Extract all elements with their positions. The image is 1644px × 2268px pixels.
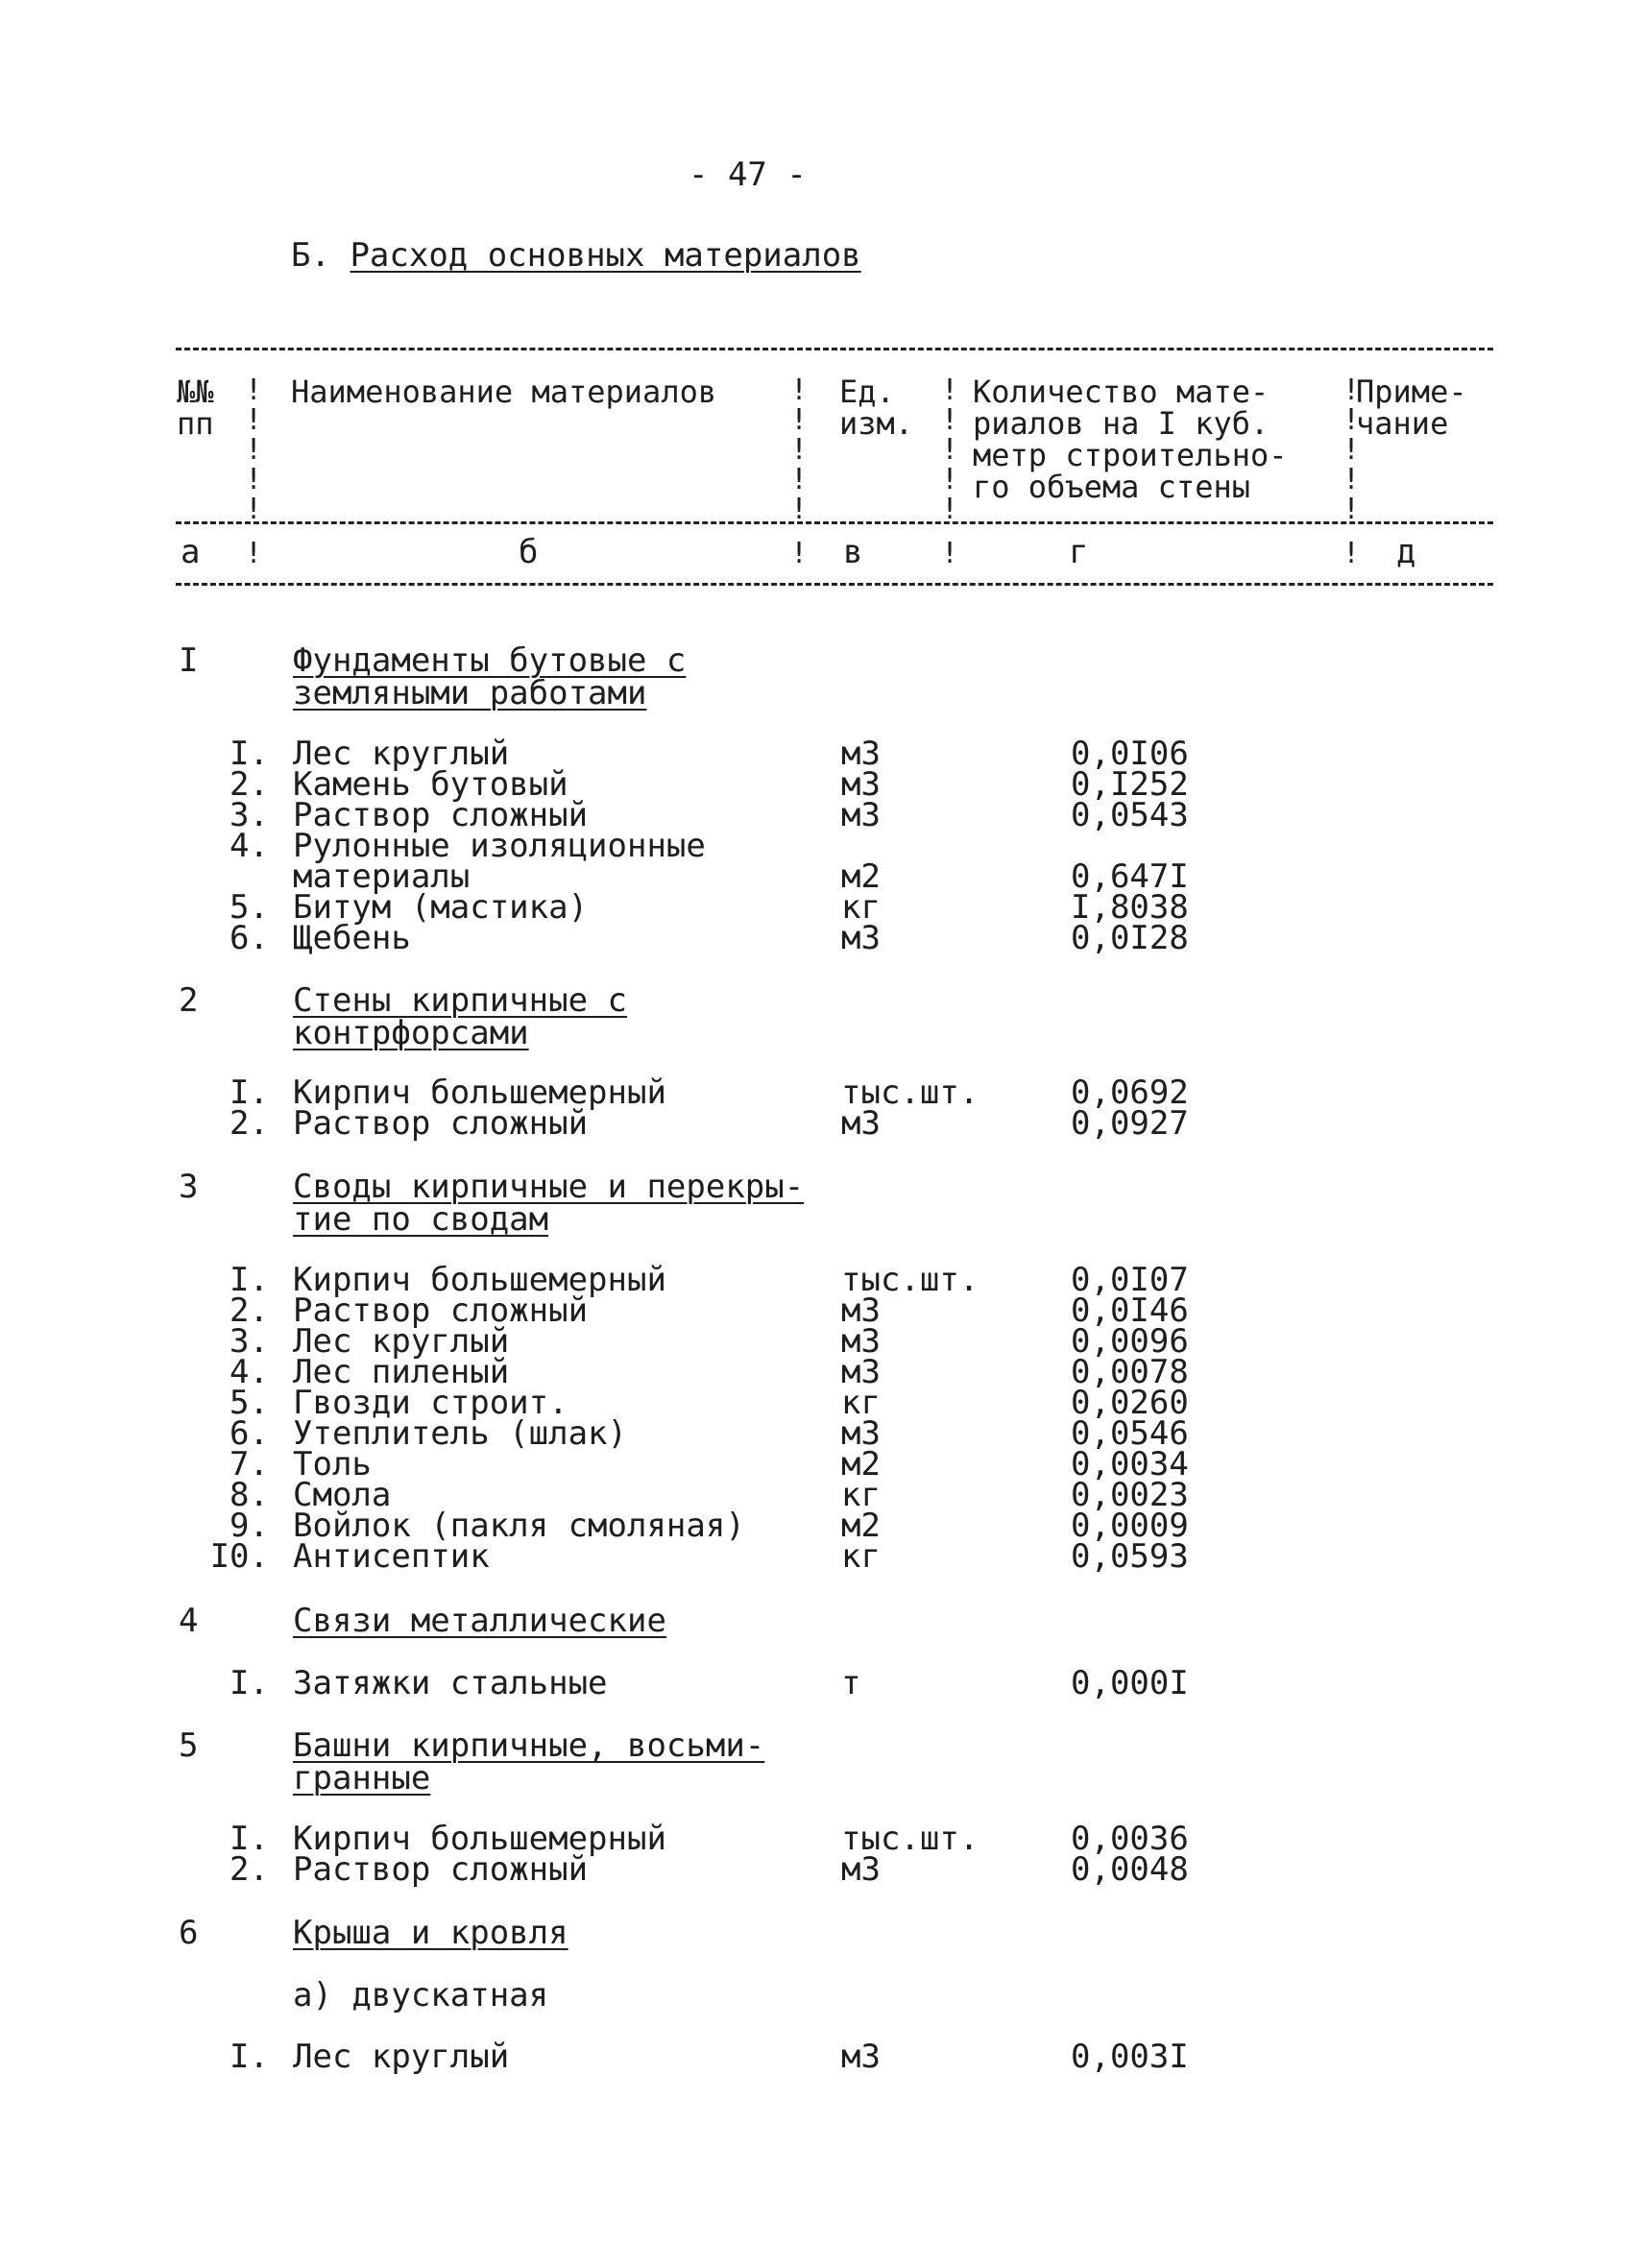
column-separator: ! [790,374,809,407]
item-name: Кирпич большемерный [293,1261,666,1299]
column-separator: ! [245,493,263,526]
item-number: I. [230,1074,269,1112]
section-title: контрфорсами [293,1014,529,1052]
column-separator: ! [941,537,959,570]
item-unit: кг [841,888,881,927]
item-name: Щебень [293,919,411,957]
item-unit: м3 [841,1414,881,1453]
item-quantity: 0,0I46 [1071,1291,1189,1330]
section-title: тие по сводам [293,1200,549,1239]
item-name: Смола [293,1476,392,1514]
item-name: Битум (мастика) [293,888,589,927]
item-name: Утеплитель (шлак) [293,1414,627,1453]
item-unit: тыс.шт. [841,1074,979,1112]
item-unit: кг [841,1537,881,1576]
item-quantity: 0,0023 [1071,1476,1189,1514]
section-title: Своды кирпичные и перекры- [293,1168,805,1206]
column-separator: ! [941,433,959,467]
item-name: Раствор сложный [293,1291,589,1330]
item-name: Кирпич большемерный [293,1074,666,1112]
item-unit: м2 [841,1507,881,1545]
section-subtitle: а) двускатная [293,1976,549,2015]
item-name: Затяжки стальные [293,1664,608,1702]
item-name: Раствор сложный [293,796,589,834]
item-number: 5. [230,888,269,927]
item-number: I. [230,1664,269,1702]
letter-num: а [181,533,201,571]
item-quantity: 0,0I28 [1071,919,1189,957]
item-unit: м2 [841,1445,881,1484]
section-heading [291,238,861,273]
item-unit: тыс.шт. [841,1261,979,1299]
item-number: I. [230,2038,269,2076]
column-separator: ! [1342,493,1361,526]
item-quantity: 0,0I07 [1071,1261,1189,1299]
section-title: Связи металлические [293,1602,666,1640]
section-number: 3 [179,1168,199,1206]
section-title: гранные [293,1759,431,1798]
column-separator: ! [1342,403,1361,437]
item-name: Раствор сложный [293,1104,589,1143]
section-title: земляными работами [293,674,647,712]
heading-prefix: Б. [291,236,330,275]
column-separator: ! [1342,433,1361,467]
item-number: 7. [230,1445,269,1484]
item-quantity: 0,0048 [1071,1850,1189,1889]
column-separator: ! [1342,463,1361,496]
column-separator: ! [245,433,263,467]
column-separator: ! [245,463,263,496]
item-unit: м3 [841,796,881,834]
item-quantity: 0,0543 [1071,796,1189,834]
item-unit: м3 [841,1291,881,1330]
column-separator: ! [790,463,809,496]
item-quantity: 0,647I [1071,857,1189,896]
item-quantity: 0,0692 [1071,1074,1189,1112]
item-number: 9. [230,1507,269,1545]
column-separator: ! [245,537,263,570]
item-number: 5. [230,1384,269,1422]
item-quantity: 0,000I [1071,1664,1189,1702]
column-separator: ! [1342,374,1361,407]
item-quantity: 0,0546 [1071,1414,1189,1453]
item-number: 2. [230,1850,269,1889]
column-separator: ! [245,403,263,437]
header-qty: Количество мате- риалов на I куб. метр строительно- го объема стены [973,374,1288,505]
item-quantity: 0,003I [1071,2038,1189,2076]
item-unit: м3 [841,1353,881,1391]
letter-qty: г [1069,533,1089,571]
heading-title: Расход основных материалов [350,236,861,275]
item-unit: кг [841,1476,881,1514]
item-name: Лес круглый [293,2038,510,2076]
column-separator: ! [941,403,959,437]
column-separator: ! [790,537,809,570]
item-number: 2. [230,1104,269,1143]
item-number: 2. [230,765,269,804]
item-unit: м3 [841,765,881,804]
table-rule-bottom [176,583,1493,586]
header-num: №№ пп [177,374,214,442]
header-unit: Ед. изм. [839,374,914,442]
item-number: 4. [230,1353,269,1391]
item-unit: м3 [841,1104,881,1143]
column-separator: ! [1342,537,1361,570]
item-name: Кирпич большемерный [293,1820,666,1858]
item-quantity: 0,0I06 [1071,735,1189,773]
item-quantity: 0,0036 [1071,1820,1189,1858]
item-unit: м2 [841,857,881,896]
column-separator: ! [941,374,959,407]
item-quantity: 0,0927 [1071,1104,1189,1143]
section-number: 5 [179,1726,199,1765]
item-name: Раствор сложный [293,1850,589,1889]
item-quantity: 0,0034 [1071,1445,1189,1484]
header-note: Приме- чание [1356,374,1467,442]
section-number: I [179,641,199,680]
letter-name: б [519,533,539,571]
section-title: Крыша и кровля [293,1914,568,1952]
section-title: Фундаменты бутовые с [293,641,687,680]
item-number: 6. [230,1414,269,1453]
section-number: 6 [179,1914,199,1952]
item-unit: м3 [841,735,881,773]
item-name: Лес круглый [293,1322,510,1361]
item-unit: т [841,1664,861,1702]
item-name: материалы [293,857,471,896]
item-number: 3. [230,1322,269,1361]
item-unit: м3 [841,1322,881,1361]
item-number: I. [230,1261,269,1299]
item-name: Лес пиленый [293,1353,510,1391]
item-unit: кг [841,1384,881,1422]
item-quantity: I,8038 [1071,888,1189,927]
item-unit: м3 [841,2038,881,2076]
item-name: Лес круглый [293,735,510,773]
section-number: 4 [179,1602,199,1640]
item-name: Войлок (пакля смоляная) [293,1507,745,1545]
column-separator: ! [790,493,809,526]
column-separator: ! [941,463,959,496]
item-name: Рулонные изоляционные [293,827,706,865]
item-name: Толь [293,1445,372,1484]
item-name: Камень бутовый [293,765,568,804]
item-unit: м3 [841,919,881,957]
item-number: 3. [230,796,269,834]
letter-note: д [1396,533,1416,571]
item-number: I. [230,1820,269,1858]
column-separator: ! [790,433,809,467]
letter-unit: в [843,533,863,571]
item-quantity: 0,0009 [1071,1507,1189,1545]
column-separator: ! [790,403,809,437]
header-name: Наименование материалов [291,374,717,410]
item-name: Антисептик [293,1537,490,1576]
item-number: I. [230,735,269,773]
section-number: 2 [179,981,199,1020]
item-number: 4. [230,827,269,865]
item-quantity: 0,0260 [1071,1384,1189,1422]
item-unit: тыс.шт. [841,1820,979,1858]
table-rule-top [176,348,1493,350]
item-number: I0. [209,1537,269,1576]
section-title: Башни кирпичные, восьми- [293,1726,765,1765]
item-number: 6. [230,919,269,957]
column-separator: ! [245,374,263,407]
page-number: - 47 - [689,156,807,194]
item-quantity: 0,0078 [1071,1353,1189,1391]
item-unit: м3 [841,1850,881,1889]
table-rule-middle [176,521,1493,524]
item-quantity: 0,0096 [1071,1322,1189,1361]
item-quantity: 0,I252 [1071,765,1189,804]
item-number: 2. [230,1291,269,1330]
column-separator: ! [941,493,959,526]
item-quantity: 0,0593 [1071,1537,1189,1576]
section-title: Стены кирпичные с [293,981,627,1020]
item-name: Гвозди строит. [293,1384,568,1422]
item-number: 8. [230,1476,269,1514]
